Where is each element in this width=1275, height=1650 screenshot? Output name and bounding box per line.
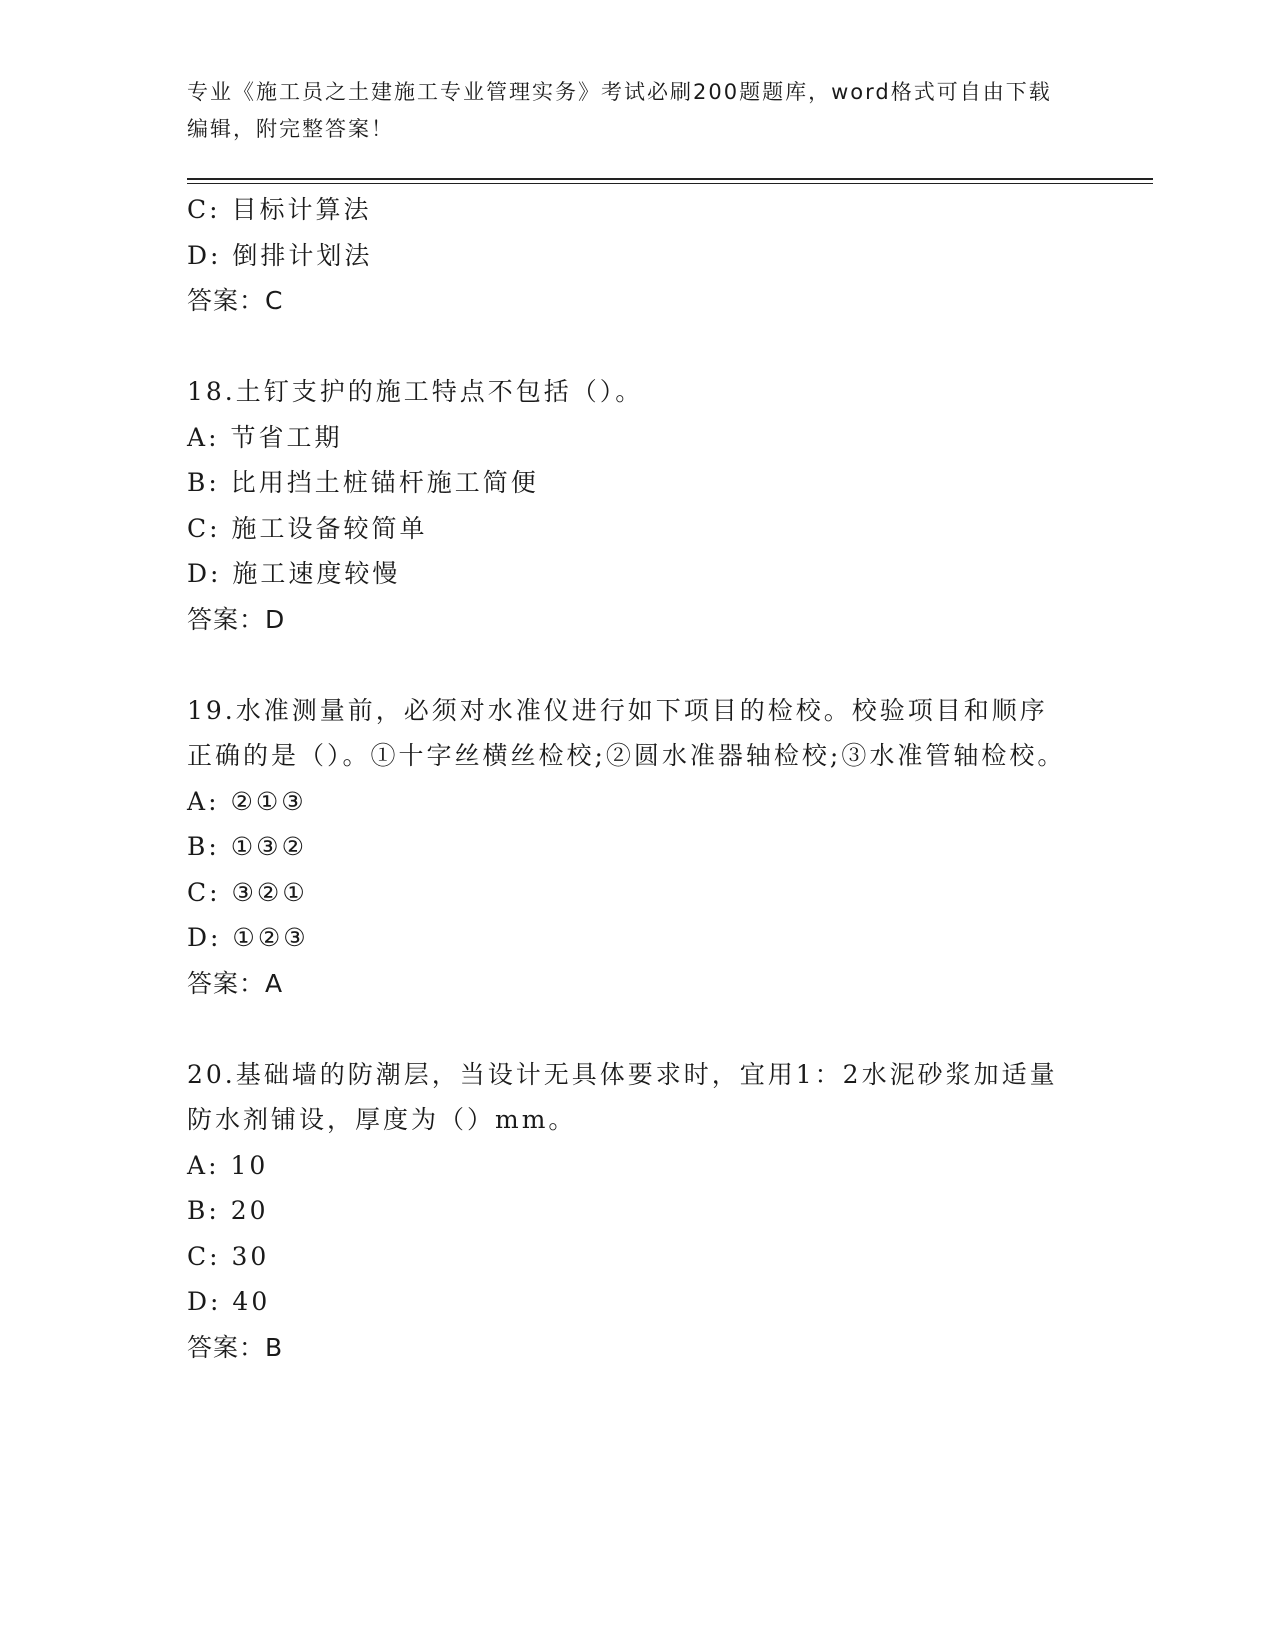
- option-label: A: [187, 1150, 209, 1180]
- option-label: B: [187, 832, 209, 861]
- question-18: [187, 369, 1087, 642]
- option-a: A: ②①③: [187, 786, 307, 816]
- question-stem: 20.基础墙的防潮层，当设计无具体要求时，宜用1：2水泥砂浆加适量防水剂铺设，厚度为（）mm。: [187, 1059, 1058, 1134]
- option-label: D: [187, 240, 211, 270]
- option-label: D: [187, 923, 211, 952]
- partial-question: [187, 187, 1087, 324]
- question-19: [187, 688, 1087, 1007]
- header-divider-thin: [187, 183, 1153, 184]
- page-header-title: 专业《施工员之土建施工专业管理实务》考试必刷200题题库，word格式可自由下载编辑，附完整答案！: [187, 80, 1052, 141]
- option-text: ②①③: [230, 786, 307, 816]
- spacer: [187, 1006, 1087, 1052]
- answer-line: 答案：A: [187, 968, 284, 998]
- option-text: 20: [230, 1196, 269, 1225]
- option-label: A: [187, 422, 209, 452]
- option-b: B: 20: [187, 1196, 269, 1225]
- option-a: A: 10: [187, 1150, 269, 1180]
- option-b: B: 比用挡土桩锚杆施工简便: [187, 468, 539, 497]
- option-label: C: [187, 513, 210, 543]
- option-text: ①②③: [232, 923, 309, 952]
- option-c: C: 目标计算法: [187, 195, 372, 224]
- answer-line: 答案：C: [187, 286, 284, 315]
- option-text: 30: [231, 1241, 270, 1271]
- option-label: C: [187, 1241, 210, 1271]
- option-label: C: [187, 195, 210, 224]
- document-body: [187, 187, 1087, 1370]
- option-text: 施工速度较慢: [232, 559, 401, 588]
- option-label: D: [187, 1287, 211, 1316]
- option-label: B: [187, 468, 209, 497]
- question-stem: 18.土钉支护的施工特点不包括（）。: [187, 377, 644, 406]
- option-d: D: 倒排计划法: [187, 240, 373, 270]
- answer-line: 答案：D: [187, 604, 286, 634]
- option-text: 倒排计划法: [232, 240, 373, 270]
- option-a: A: 节省工期: [187, 422, 343, 452]
- option-label: D: [187, 559, 211, 588]
- option-d: D: ①②③: [187, 923, 309, 952]
- option-label: B: [187, 1196, 209, 1225]
- option-text: ①③②: [230, 832, 307, 861]
- spacer: [187, 642, 1087, 688]
- option-text: ③②①: [231, 877, 308, 907]
- option-text: 目标计算法: [231, 195, 372, 224]
- answer-line: 答案：B: [187, 1332, 284, 1362]
- option-c: C: 施工设备较简单: [187, 513, 428, 543]
- option-d: D: 施工速度较慢: [187, 559, 401, 588]
- option-d: D: 40: [187, 1287, 271, 1316]
- option-label: C: [187, 877, 210, 907]
- option-text: 10: [230, 1150, 269, 1180]
- option-c: C: ③②①: [187, 877, 308, 907]
- option-c: C: 30: [187, 1241, 270, 1271]
- option-text: 节省工期: [230, 422, 343, 452]
- option-text: 比用挡土桩锚杆施工简便: [230, 468, 539, 497]
- header-divider: [187, 178, 1153, 180]
- option-b: B: ①③②: [187, 832, 307, 861]
- spacer: [187, 324, 1087, 370]
- question-20: [187, 1052, 1087, 1371]
- option-text: 施工设备较简单: [231, 513, 428, 543]
- option-text: 40: [232, 1287, 271, 1316]
- option-label: A: [187, 786, 209, 816]
- question-stem: 19.水准测量前，必须对水准仪进行如下项目的检校。校验项目和顺序正确的是（）。①十字丝横丝检校;②圆水准器轴检校;③水准管轴检校。: [187, 695, 1066, 770]
